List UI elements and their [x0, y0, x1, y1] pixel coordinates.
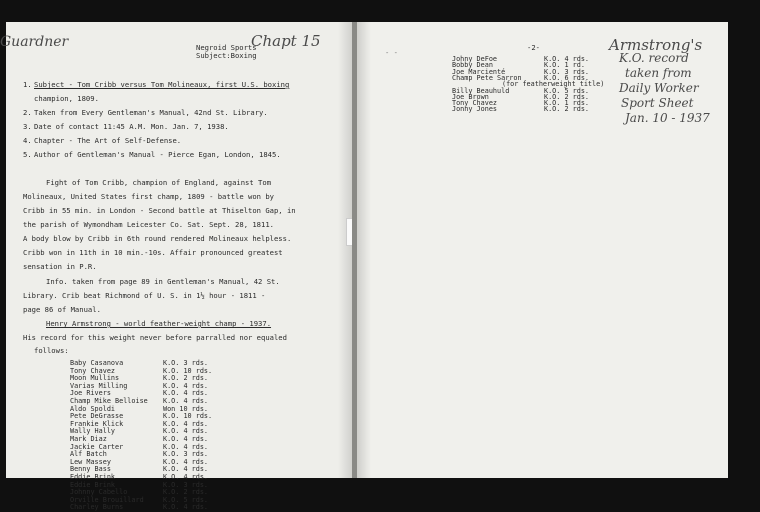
- paragraph-line: A body blow by Cribb in 6th round rendered Molineaux helpless.: [23, 234, 292, 243]
- armstrong-intro-line: follows:: [34, 346, 69, 355]
- page-number: -2-: [527, 43, 540, 52]
- paragraph-line: page 86 of Manual.: [23, 305, 101, 314]
- record-name: Varias Milling: [70, 381, 128, 390]
- record-name: Joe Brown: [452, 92, 489, 101]
- record-result: K.O. 4 rds.: [163, 442, 209, 451]
- item-number: 3.: [23, 122, 32, 131]
- header-title: Negroid Sports: [196, 43, 257, 52]
- record-result: K.O. 2 rds.: [163, 488, 209, 497]
- record-name: Jackie Carter: [70, 442, 124, 451]
- record-name: Billy Beauhuld: [452, 86, 510, 95]
- record-name: Frankie Klick: [70, 419, 124, 428]
- handwritten-note-line: Sport Sheet: [621, 96, 694, 110]
- record-result: K.O. 10 rds.: [163, 366, 213, 375]
- left-page: [0, 22, 353, 512]
- record-name: Pete DeGrasse: [70, 412, 124, 421]
- item-text: Date of contact 11:45 A.M. Mon. Jan. 7, 1938.: [34, 122, 229, 131]
- record-result: K.O. 3 rds.: [163, 480, 209, 489]
- record-result: K.O. 4 rds.: [163, 389, 209, 398]
- right-page: [357, 22, 728, 478]
- item-number: 1.: [23, 80, 32, 89]
- record-result: K.O. 4 rds.: [163, 397, 209, 405]
- paragraph-line: Info. taken from page 89 in Gentleman's Manual, 42 St.: [46, 277, 280, 286]
- item-number: 5.: [23, 150, 32, 159]
- record-name: Eddie Brink: [70, 473, 116, 481]
- record-name: Champ Mike Belloise: [70, 397, 148, 405]
- record-result: Won 10 rds.: [163, 404, 209, 413]
- handwritten-note-line: Daily Worker: [619, 81, 699, 95]
- paragraph-line: Fight of Tom Cribb, champion of England, against Tom: [46, 178, 272, 187]
- record-name: Alf Batch: [70, 450, 107, 459]
- item-text: Subject - Tom Cribb versus Tom Molineaux, first U.S. boxing: [34, 80, 290, 89]
- paragraph-line: the parish of Wymondham Leicester Co. Sat. Sept. 28, 1811.: [23, 220, 274, 229]
- paragraph-line: Cribb in 55 min. in London - Second battle at Thiselton Gap, in: [23, 206, 296, 215]
- record-result: K.O. 4 rds.: [163, 457, 209, 466]
- record-name: Charley Burns: [70, 503, 124, 512]
- record-result: K.O. 3 rds.: [163, 450, 209, 459]
- item-text: Chapter - The Art of Self-Defense.: [34, 136, 182, 145]
- paragraph-line: Cribb won in 11th in 10 min.-10s. Affair pronounced greatest: [23, 248, 283, 257]
- item-text: Author of Gentleman's Manual - Pierce Egan, London, 1845.: [34, 150, 281, 159]
- record-name: Tony Chavez: [70, 366, 116, 375]
- record-name: Benny Bass: [70, 465, 111, 474]
- margin-dashes: - -: [385, 48, 398, 57]
- record-name: Bobby Dean: [452, 61, 493, 70]
- record-name: Orville Brouillard: [70, 495, 144, 504]
- record-name: Joe Rivers: [70, 389, 111, 398]
- record-result: K.O. 1 rd.: [544, 61, 585, 70]
- record-name: Champ Pete Sarron: [452, 73, 522, 82]
- record-result: K.O. 4 rds.: [163, 503, 209, 512]
- record-result: K.O. 2 rds.: [544, 105, 590, 114]
- record-name: Tony Chavez: [452, 99, 498, 108]
- record-result: K.O. 1 rds.: [544, 99, 590, 108]
- paragraph-line: Library. Crib beat Richmond of U. S. in 1½ hour - 1811 -: [23, 291, 266, 300]
- record-result: K.O. 4 rds.: [163, 465, 209, 474]
- armstrong-intro-line: His record for this weight never before parralled nor equaled: [23, 333, 287, 342]
- record-result: K.O. 2 rds.: [163, 374, 209, 383]
- page-fold-shadow: [338, 22, 352, 478]
- handwritten-note-line: Armstrong's: [609, 36, 703, 54]
- record-name: Johny DeFoe: [452, 55, 498, 63]
- record-result: K.O. 4 rds.: [163, 435, 209, 443]
- handwritten-note-line: taken from: [625, 66, 692, 80]
- page-fold-shadow: [357, 22, 371, 478]
- record-name: Jonny Jones: [452, 105, 498, 114]
- record-result: K.O. 5 rds.: [163, 495, 209, 504]
- item-text: champion, 1809.: [34, 94, 99, 103]
- record-name: Aldo Spoldi: [70, 404, 116, 413]
- record-result: K.O. 10 rds.: [163, 412, 213, 421]
- corner-handwriting: Guardner: [0, 34, 69, 50]
- record-result: K.O. 6 rds.: [544, 73, 590, 82]
- record-name: Joe Marcienté: [452, 67, 506, 76]
- record-result: K.O. 4 rds.: [163, 381, 209, 390]
- item-number: 4.: [23, 136, 32, 145]
- armstrong-heading: Henry Armstrong - world feather-weight champ - 1937.: [46, 319, 272, 328]
- paragraph-line: sensation in P.R.: [23, 262, 97, 271]
- chapter-handwriting: Chapt 15: [251, 32, 321, 50]
- handwritten-note-line: K.O. record: [619, 51, 689, 65]
- record-result: K.O. 3 rds.: [163, 359, 209, 367]
- record-name: Baby Casanova: [70, 359, 124, 367]
- record-result: K.O. 4 rds.: [163, 419, 209, 428]
- record-result: K.O. 4 rds.: [163, 473, 209, 481]
- record-note: (for featherweight title): [502, 80, 605, 89]
- record-name: Moon Mullins: [70, 374, 120, 383]
- item-text: Taken from Every Gentleman's Manual, 42nd St. Library.: [34, 108, 268, 117]
- record-result: K.O. 4 rds.: [163, 427, 209, 436]
- record-name: Wally Hally: [70, 427, 116, 436]
- paragraph-line: Molineaux, United States first champ, 1809 - battle won by: [23, 192, 274, 201]
- handwritten-note-line: Jan. 10 - 1937: [625, 111, 710, 125]
- record-result: K.O. 5 rds.: [544, 86, 590, 95]
- header-subject: Subject:Boxing: [196, 51, 257, 60]
- item-number: 2.: [23, 108, 32, 117]
- record-result: K.O. 3 rds.: [544, 67, 590, 76]
- record-name: Mark Diaz: [70, 435, 107, 443]
- record-result: K.O. 2 rds.: [544, 92, 590, 101]
- record-name: Eddie Brink: [70, 480, 116, 489]
- record-name: Lew Massey: [70, 457, 111, 466]
- record-result: K.O. 4 rds.: [544, 55, 590, 63]
- record-name: Johnny Cabello: [70, 488, 128, 497]
